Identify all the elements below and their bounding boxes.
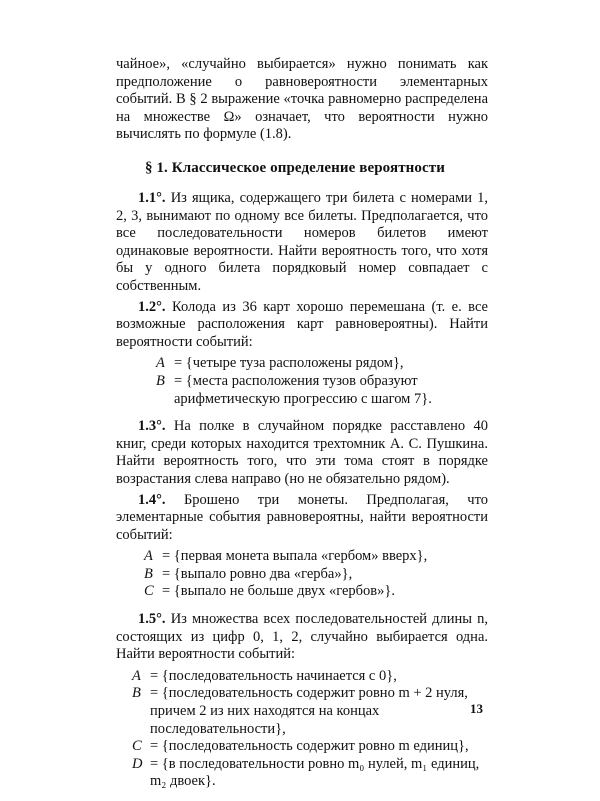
events-1-2	[116, 355, 488, 408]
event-text: = {места расположения тузов образуют арифметическую прогрессию с шагом 7}.	[174, 372, 432, 407]
event-label: D	[132, 755, 143, 772]
problem-1-1	[116, 190, 488, 296]
event-text: = {последовательность содержит ровно m единиц},	[150, 738, 469, 755]
intro-text: чайное», «случайно выбирается» нужно понимать как предположение о равновероятности элементарных событий. В § 2 выражение «точка равномерно распределена на множестве Ω» означает, что вероятности нужно вычислять по формуле (1.8).	[116, 56, 488, 143]
event-label: C	[144, 583, 154, 600]
problem-number: 1.2°.	[138, 298, 166, 315]
event-item	[116, 668, 488, 686]
event-text: = {четыре туза расположены рядом},	[174, 355, 404, 372]
problem-text: На полке в случайном порядке расставлено 40 книг, среди которых находится трехтомник А. С. Пушкина. Найти вероятность того, что эти тома стоят в порядке возрастания слева направо (но не обязательно рядом).	[116, 418, 488, 487]
event-label: B	[144, 565, 153, 582]
event-item	[116, 583, 488, 601]
event-item	[116, 373, 488, 408]
problem-text: Брошено три монеты. Предполагая, что элементарные события равновероятны, найти вероятности событий:	[116, 491, 488, 543]
problem-text: Из множества всех последовательностей длины n, состоящих из цифр 0, 1, 2, случайно выбирается одна. Найти вероятности событий:	[116, 611, 488, 663]
event-label: A	[156, 355, 165, 372]
problem-text: Из ящика, содержащего три билета с номерами 1, 2, 3, вынимают по одному все билеты. Предполагается, что все последовательности номеров билетов имеют одинаковые вероятности. Найти вероятность того, что хотя бы у одного билета порядковый номер совпадает с собственным.	[116, 190, 488, 294]
problem-1-2	[116, 299, 488, 352]
event-text: = {выпало ровно два «герба»},	[162, 565, 353, 582]
problem-text: Колода из 36 карт хорошо перемешана (т. е. все возможные расположения карт равновероятны). Найти вероятности событий:	[116, 298, 488, 350]
events-1-5	[116, 668, 488, 791]
event-item	[116, 355, 488, 373]
problem-number: 1.3°.	[138, 418, 166, 435]
events-1-4	[116, 548, 488, 601]
event-text: = {последовательность содержит ровно m + 2 нуля, причем 2 из них находятся на концах последовательности},	[150, 685, 468, 737]
event-text: = {последовательность начинается с 0},	[150, 667, 397, 684]
problem-number: 1.5°.	[138, 611, 166, 628]
event-item	[116, 738, 488, 756]
event-item	[116, 566, 488, 584]
event-label: A	[144, 548, 153, 565]
problem-number: 1.4°.	[138, 491, 166, 508]
problem-number: 1.1°.	[138, 190, 166, 206]
problem-1-4	[116, 492, 488, 545]
event-text: = {в последовательности ровно m₀ нулей, m₁ единиц, m₂ двоек}.	[150, 755, 480, 790]
event-label: B	[156, 372, 165, 389]
section-title: § 1. Классическое определение вероятности	[145, 160, 445, 176]
problem-1-5	[116, 611, 488, 664]
problems-list	[116, 190, 488, 801]
problem-1-3	[116, 418, 488, 488]
event-label: B	[132, 685, 141, 702]
event-item	[116, 548, 488, 566]
event-text: = {первая монета выпала «гербом» вверх},	[162, 548, 428, 565]
intro-paragraph	[116, 56, 488, 144]
page-number: 13	[470, 701, 483, 716]
event-label: C	[132, 738, 142, 755]
event-label: A	[132, 667, 141, 684]
event-item	[116, 756, 488, 791]
event-text: = {выпало не больше двух «гербов»}.	[162, 583, 395, 600]
event-item	[116, 685, 488, 738]
